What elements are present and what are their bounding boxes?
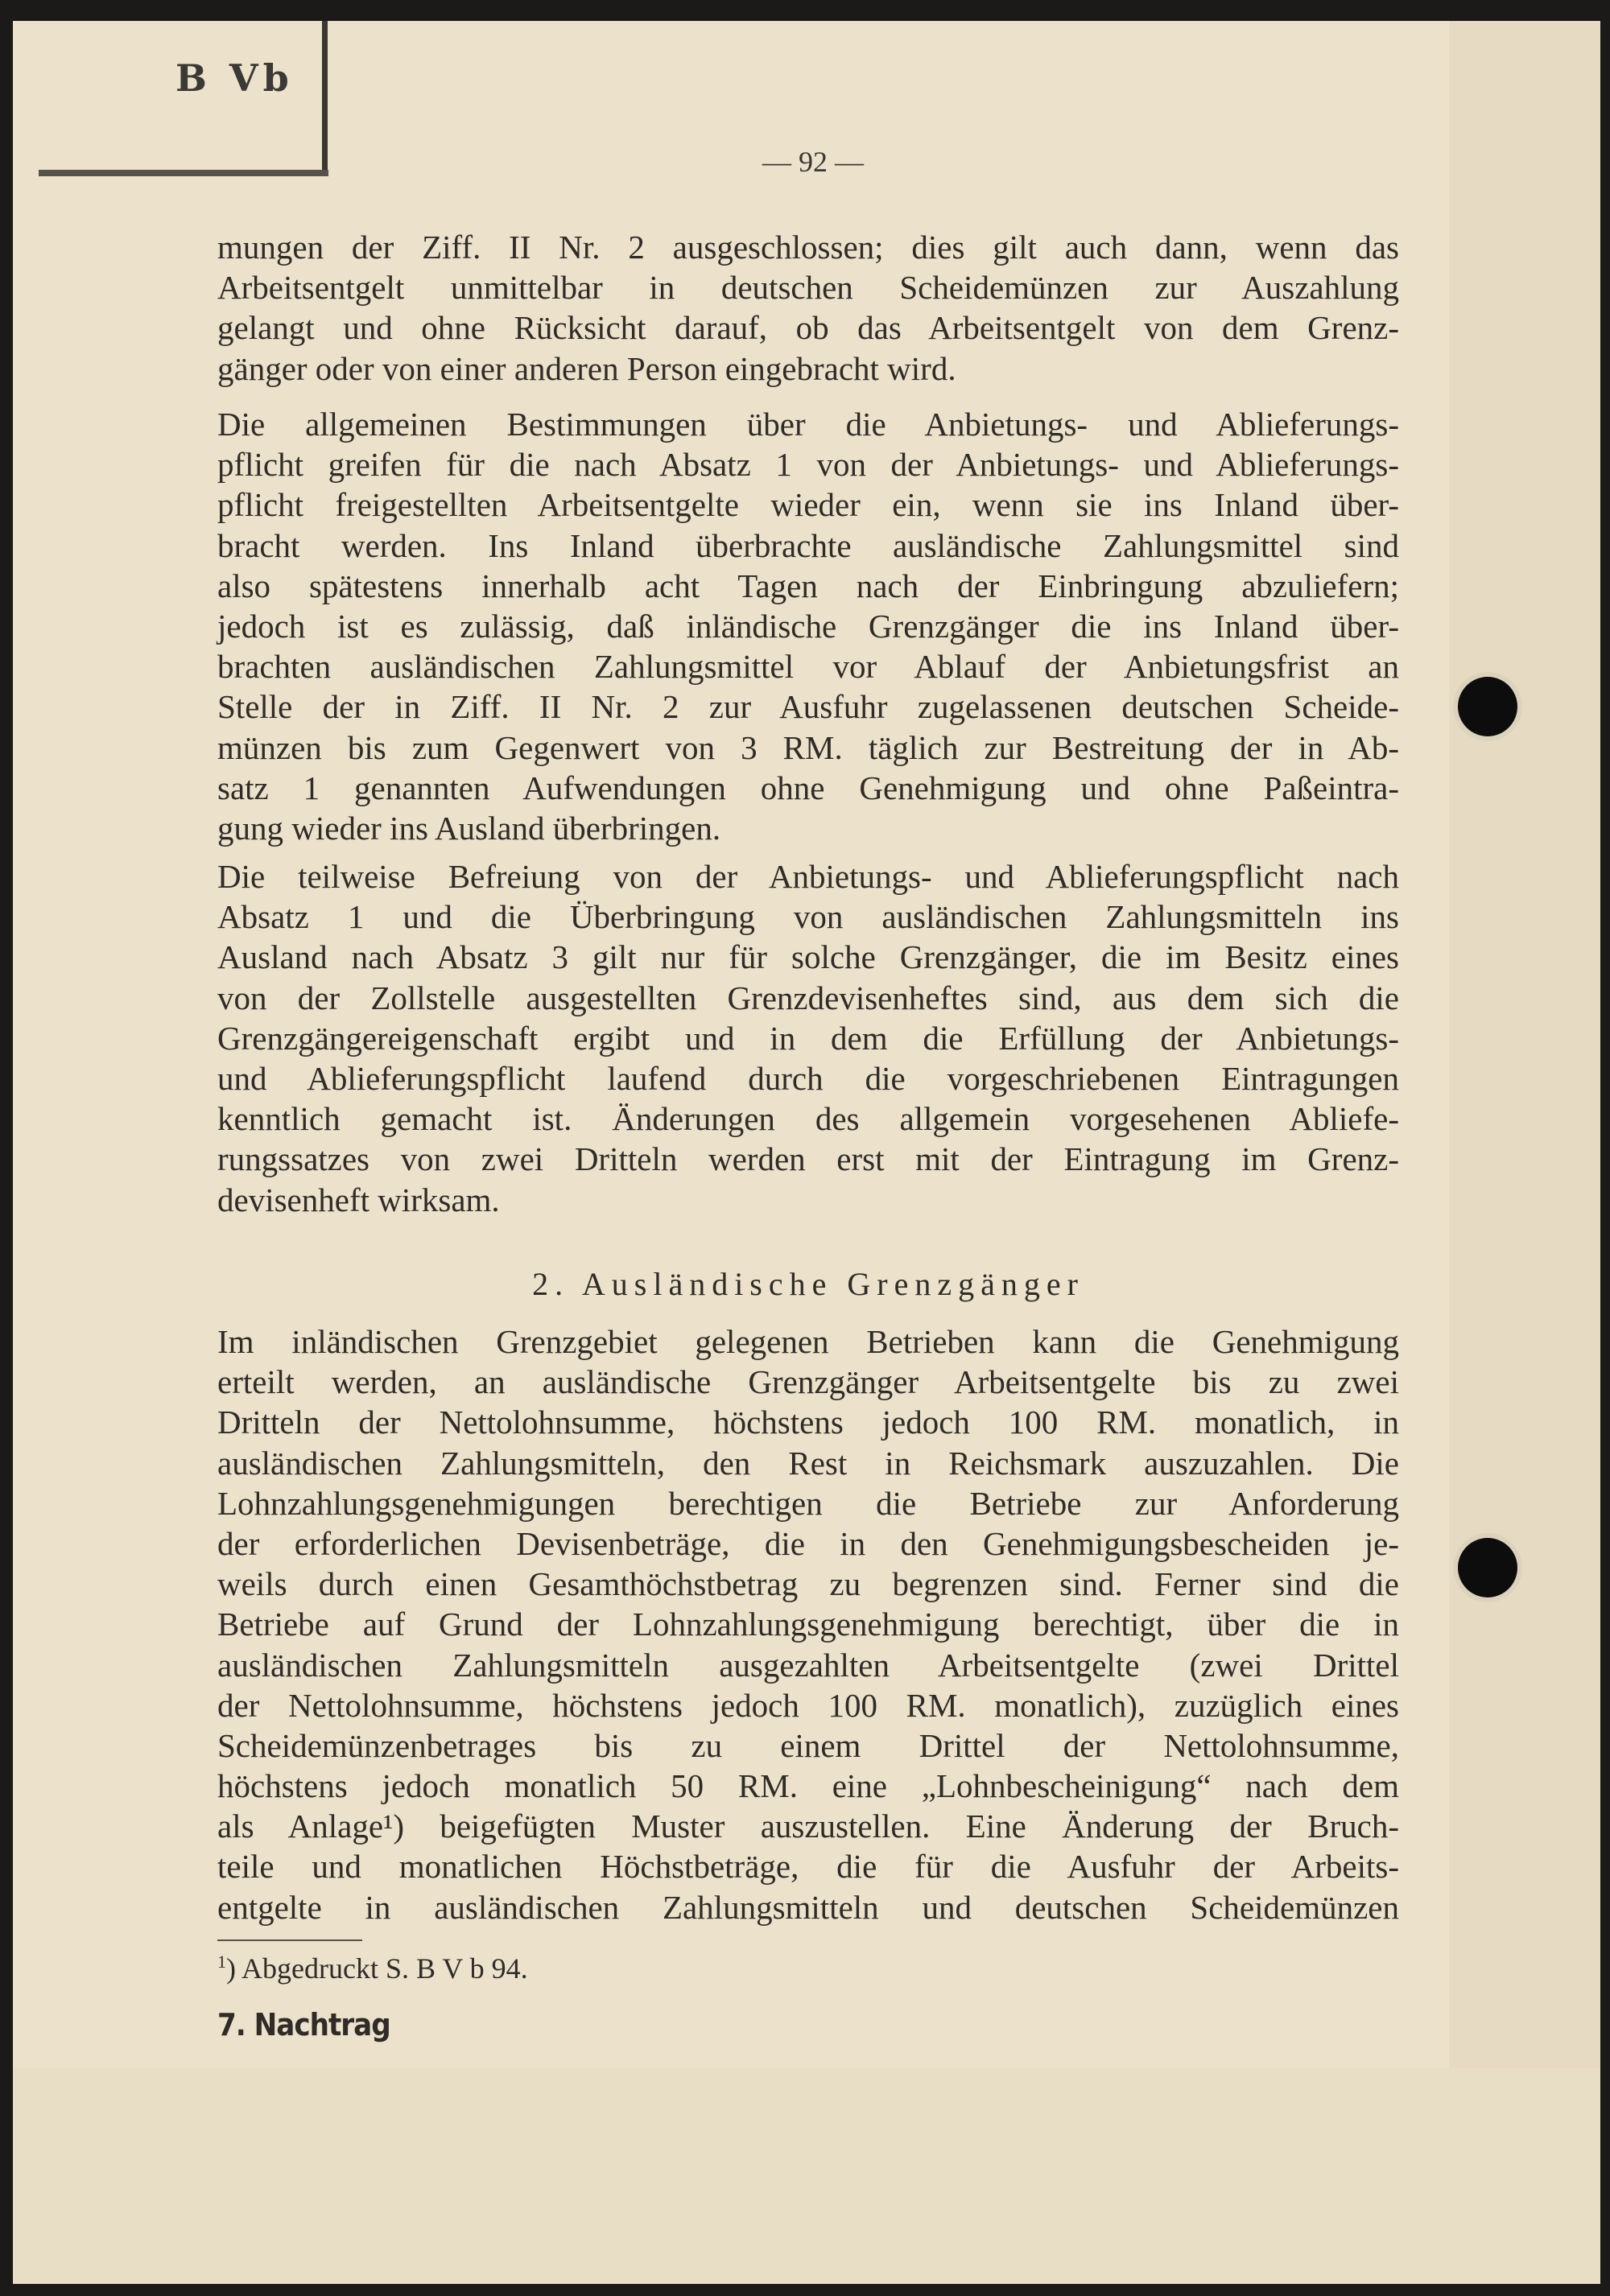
text-line: satz 1 genannten Aufwendungen ohne Genehmigung und ohne Paßeintra- (217, 769, 1399, 806)
text-line: teile und monatlichen Höchstbeträge, die für die Ausfuhr der Arbeits- (217, 1848, 1399, 1886)
text-line: münzen bis zum Gegenwert von 3 RM. täglich zur Bestreitung der in Ab- (217, 728, 1399, 766)
text-line: höchstens jedoch monatlich 50 RM. eine „Lohnbescheinigung“ nach dem (217, 1767, 1399, 1805)
supplement-label: 7. Nachtrag (217, 2007, 390, 2042)
text-line: Ausland nach Absatz 3 gilt nur für solche Grenzgänger, die im Besitz eines (217, 938, 1399, 976)
text-line: gänger oder von einer anderen Person eingebracht wird. (217, 349, 956, 387)
text-line: jedoch ist es zulässig, daß inländische Grenzgänger die ins Inland über- (217, 607, 1399, 645)
text-line: ausländischen Zahlungsmitteln ausgezahlten Arbeitsentgelte (zwei Drittel (217, 1646, 1399, 1684)
paper-edge (1449, 21, 1600, 2284)
text-line: von der Zollstelle ausgestellten Grenzdevisenheftes sind, aus dem sich die (217, 979, 1399, 1016)
text-line: Lohnzahlungsgenehmigungen berechtigen die Betriebe zur Anforderung (217, 1484, 1399, 1522)
paragraph-2 (217, 404, 1399, 848)
text-line: Absatz 1 und die Überbringung von ausländischen Zahlungsmitteln ins (217, 898, 1399, 936)
text-line: der erforderlichen Devisenbeträge, die in den Genehmigungsbescheiden je- (217, 1524, 1399, 1562)
section-code: B Vb (175, 56, 294, 100)
text-line: weils durch einen Gesamthöchstbetrag zu begrenzen sind. Ferner sind die (217, 1565, 1399, 1603)
page-number: — 92 — (762, 146, 864, 178)
text-line: als Anlage¹) beigefügten Muster auszustellen. Eine Änderung der Bruch- (217, 1808, 1399, 1845)
header-box-vertical-rule (322, 21, 328, 175)
text-line: kenntlich gemacht ist. Änderungen des allgemein vorgesehenen Abliefe- (217, 1100, 1399, 1138)
punch-hole-icon (1458, 1538, 1517, 1597)
text-line: ausländischen Zahlungsmitteln, den Rest in Reichsmark auszuzahlen. Die (217, 1444, 1399, 1482)
text-line: Betriebe auf Grund der Lohnzahlungsgenehmigung berechtigt, über die in (217, 1606, 1399, 1643)
footnote-rule (217, 1939, 362, 1941)
text-line: mungen der Ziff. II Nr. 2 ausgeschlossen; dies gilt auch dann, wenn das (217, 229, 1399, 266)
footnote-marker: 1 (217, 1952, 226, 1972)
text-line: brachten ausländischen Zahlungsmittel vor Ablauf der Anbietungsfrist an (217, 648, 1399, 686)
text-line: pflicht greifen für die nach Absatz 1 von der Anbietungs- und Ablieferungs- (217, 446, 1399, 484)
text-line: gung wieder ins Ausland überbringen. (217, 809, 721, 847)
text-line: devisenheft wirksam. (217, 1181, 500, 1218)
text-line: Stelle der in Ziff. II Nr. 2 zur Ausfuhr zugelassenen deutschen Scheide- (217, 688, 1399, 726)
text-line: und Ablieferungspflicht laufend durch die vorgeschriebenen Eintragungen (217, 1059, 1399, 1097)
text-line: Grenzgängereigenschaft ergibt und in dem die Erfüllung der Anbietungs- (217, 1019, 1399, 1057)
text-line: der Nettolohnsumme, höchstens jedoch 100 RM. monatlich), zuzüglich eines (217, 1686, 1399, 1724)
text-line: Die teilweise Befreiung von der Anbietungs- und Ablieferungspflicht nach (217, 858, 1399, 895)
text-line: Die allgemeinen Bestimmungen über die Anbietungs- und Ablieferungs- (217, 406, 1399, 443)
text-line: gelangt und ohne Rücksicht darauf, ob das Arbeitsentgelt von dem Grenz- (217, 309, 1399, 347)
header-box-horizontal-rule (39, 170, 328, 176)
footnote (217, 1952, 528, 1985)
paper-lower-margin (13, 2068, 1600, 2284)
text-line: Dritteln der Nettolohnsumme, höchstens jedoch 100 RM. monatlich, in (217, 1404, 1399, 1441)
text-line: Scheidemünzenbetrages bis zu einem Drittel der Nettolohnsumme, (217, 1726, 1399, 1764)
text-line: Arbeitsentgelt unmittelbar in deutschen Scheidemünzen zur Auszahlung (217, 269, 1399, 307)
punch-hole-icon (1458, 677, 1517, 736)
text-line: pflicht freigestellten Arbeitsentgelte wieder ein, wenn sie ins Inland über- (217, 486, 1399, 524)
section-heading: 2. Ausländische Grenzgänger (532, 1266, 1084, 1302)
text-line: bracht werden. Ins Inland überbrachte ausländische Zahlungsmittel sind (217, 526, 1399, 564)
text-line: also spätestens innerhalb acht Tagen nach der Einbringung abzuliefern; (217, 567, 1399, 604)
paragraph-4 (217, 1321, 1399, 1927)
text-line: rungssatzes von zwei Dritteln werden erst mit der Eintragung im Grenz- (217, 1140, 1399, 1178)
paragraph-1 (217, 227, 1399, 389)
footnote-text: ) Abgedruckt S. B V b 94. (226, 1952, 528, 1985)
text-line: Im inländischen Grenzgebiet gelegenen Betrieben kann die Genehmigung (217, 1323, 1399, 1360)
text-line: entgelte in ausländischen Zahlungsmitteln und deutschen Scheidemünzen (217, 1888, 1399, 1926)
paragraph-3 (217, 856, 1399, 1220)
text-line: erteilt werden, an ausländische Grenzgänger Arbeitsentgelte bis zu zwei (217, 1363, 1399, 1401)
